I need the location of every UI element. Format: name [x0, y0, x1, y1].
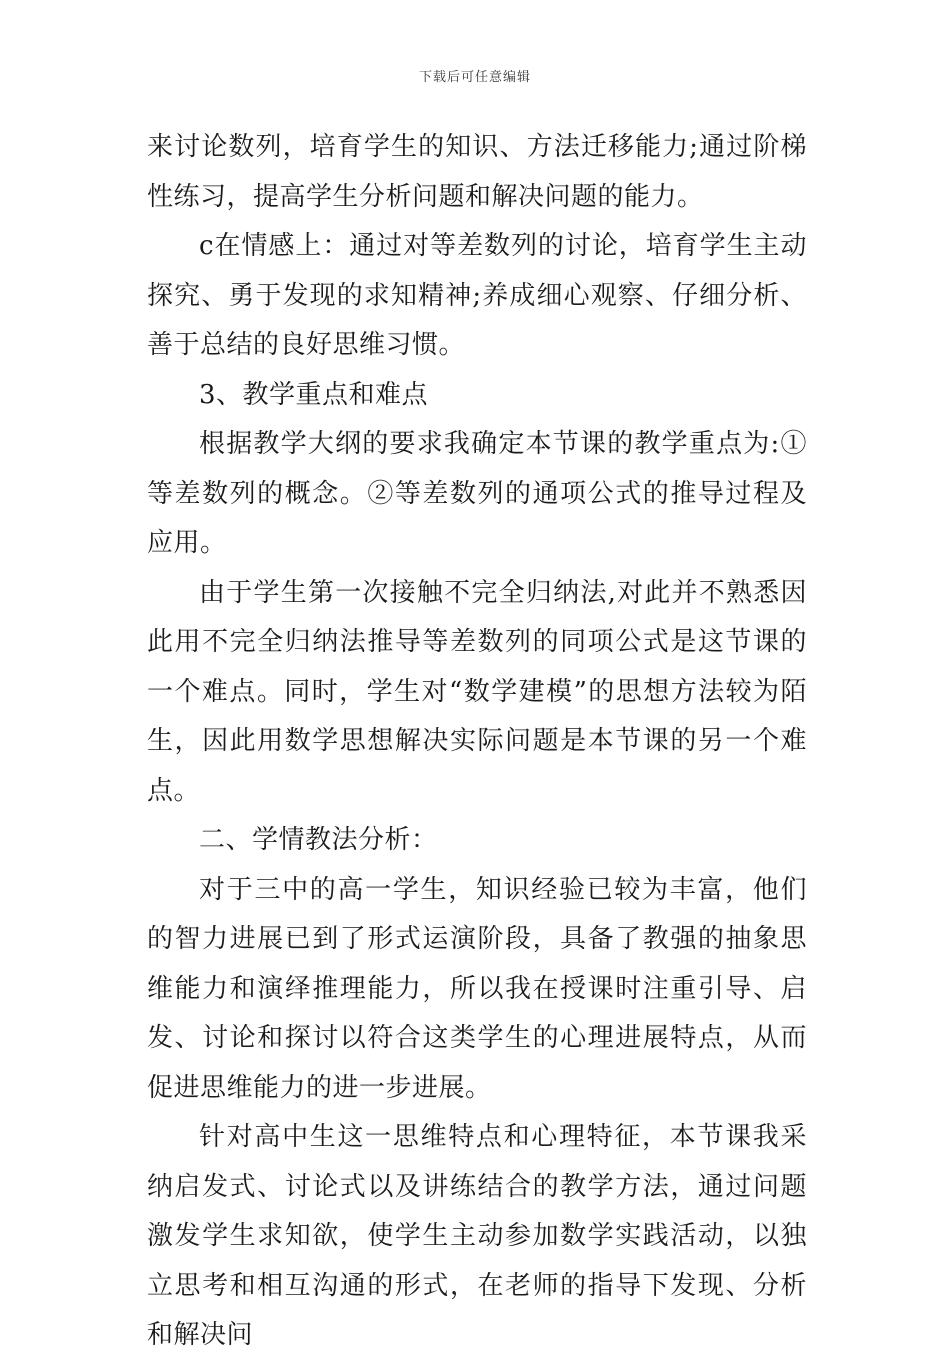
section-heading: 3、教学重点和难点: [199, 379, 429, 410]
document-body: [147, 123, 807, 1361]
page-header: 下载后可任意编辑: [418, 70, 531, 85]
paragraph: 由于学生第一次接触不完全归纳法,对此并不熟悉因此用不完全归纳法推导等差数列的同项公式是这节课的一个难点。同时，学生对“数学建模”的思想方法较为陌生，因此用数学思想解决实际问题是本节课的另一个难点。: [147, 577, 807, 806]
paragraph: c在情感上：通过对等差数列的讨论，培育学生主动探究、勇于发现的求知精神;养成细心观察、仔细分析、善于总结的良好思维习惯。: [147, 231, 807, 360]
paragraph: 针对高中生这一思维特点和心理特征，本节课我采纳启发式、讨论式以及讲练结合的教学方法，通过问题激发学生求知欲，使学生主动参加数学实践活动，以独立思考和相互沟通的形式，在老师的指导下发现、分析和解决问: [147, 1122, 807, 1350]
paragraph: 对于三中的高一学生，知识经验已较为丰富，他们的智力进展已到了形式运演阶段，具备了教强的抽象思维能力和演绎推理能力，所以我在授课时注重引导、启发、讨论和探讨以符合这类学生的心理进展特点，从而促进思维能力的进一步进展。: [147, 874, 807, 1103]
paragraph: 根据教学大纲的要求我确定本节课的教学重点为:①等差数列的概念。②等差数列的通项公式的推导过程及应用。: [147, 429, 807, 558]
paragraph: 来讨论数列，培育学生的知识、方法迁移能力;通过阶梯性练习，提高学生分析问题和解决问题的能力。: [147, 132, 807, 212]
section-heading: 二、学情教法分析：: [199, 825, 438, 855]
